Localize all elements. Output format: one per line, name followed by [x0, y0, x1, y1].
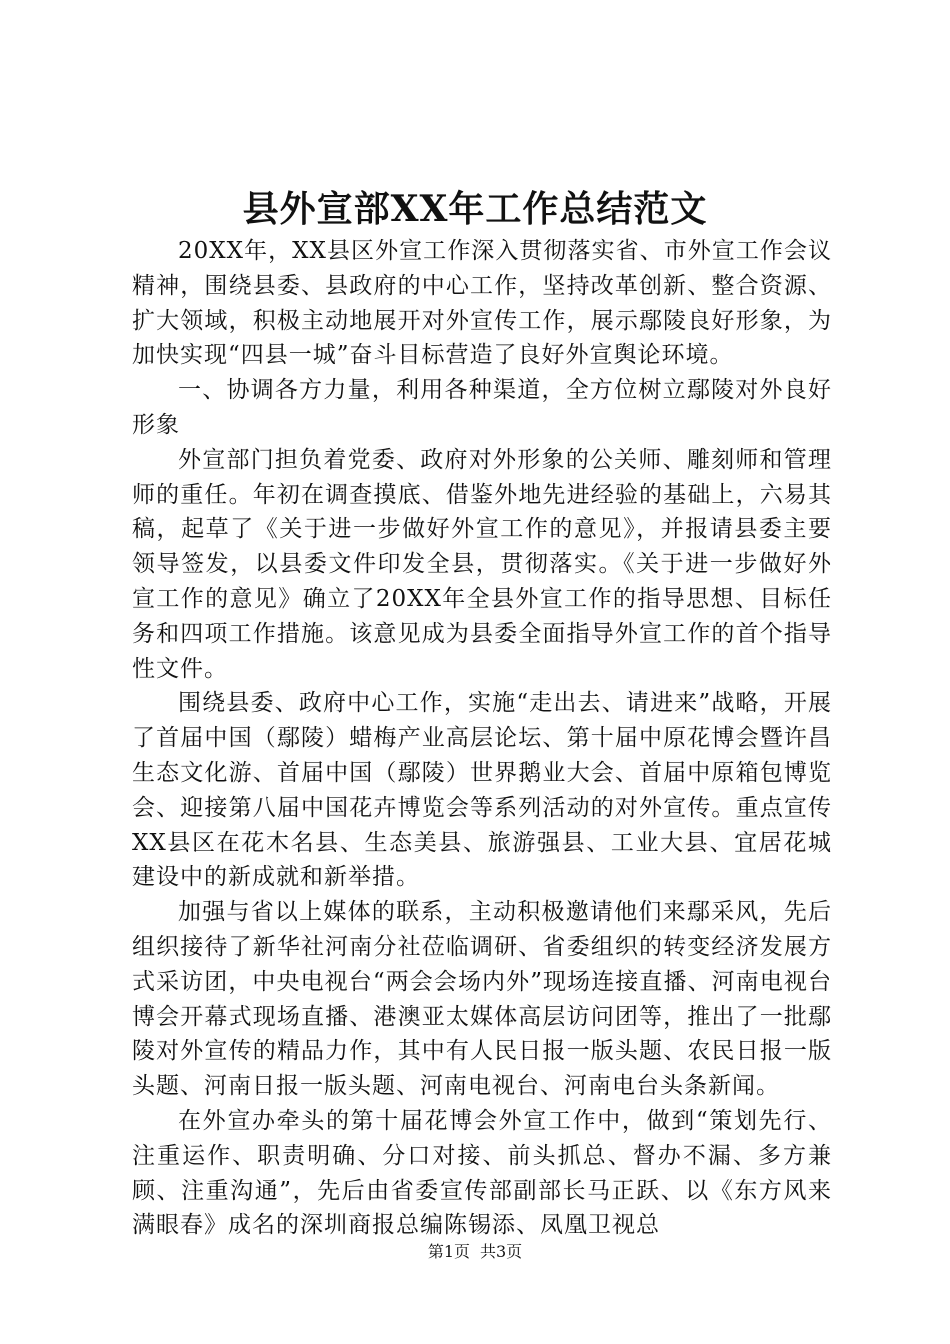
- document-body: [132, 234, 832, 1243]
- page-number: 第1页: [427, 1242, 470, 1261]
- paragraph-4: 加强与省以上媒体的联系，主动积极邀请他们来鄢采风，先后组织接待了新华社河南分社莅临调研、省委组织的转变经济发展方式采访团，中央电视台“两会会场内外”现场连接直播、河南电视台博会开幕式现场直播、港澳亚太媒体高层访问团等，推出了一批鄢陵对外宣传的精品力作，其中有人民日报一版头题、农民日报一版头题、河南日报一版头题、河南电视台、河南电台头条新闻。: [132, 899, 832, 1100]
- section-heading-1: 一、协调各方力量，利用各种渠道，全方位树立鄢陵对外良好形象: [132, 377, 832, 438]
- paragraph-3: 围绕县委、政府中心工作，实施“走出去、请进来”战略，开展了首届中国（鄢陵）蜡梅产业高层论坛、第十届中原花博会暨许昌生态文化游、首届中国（鄢陵）世界鹅业大会、首届中原箱包博览会、迎接第八届中国花卉博览会等系列活动的对外宣传。重点宣传XX县区在花木名县、生态美县、旅游强县、工业大县、宜居花城建设中的新成就和新举措。: [132, 690, 832, 891]
- document-title: 县外宣部XX年工作总结范文: [242, 188, 708, 230]
- paragraph-5: 在外宣办牵头的第十届花博会外宣工作中，做到“策划先行、注重运作、职责明确、分口对接、前头抓总、督办不漏、多方兼顾、注重沟通”，先后由省委宣传部副部长马正跃、以《东方风来满眼春》成名的深圳商报总编陈锡添、凤凰卫视总: [132, 1107, 832, 1239]
- paragraph-2: 外宣部门担负着党委、政府对外形象的公关师、雕刻师和管理师的重任。年初在调查摸底、借鉴外地先进经验的基础上，六易其稿，起草了《关于进一步做好外宣工作的意见》，并报请县委主要领导签发，以县委文件印发全县，贯彻落实。《关于进一步做好外宣工作的意见》确立了20XX年全县外宣工作的指导思想、目标任务和四项工作措施。该意见成为县委全面指导外宣工作的首个指导性文件。: [132, 446, 832, 682]
- page-footer: [0, 1240, 950, 1264]
- page-total: 共3页: [480, 1242, 523, 1261]
- paragraph-intro: 20XX年，XX县区外宣工作深入贯彻落实省、市外宣工作会议精神，围绕县委、县政府的中心工作，坚持改革创新、整合资源、扩大领域，积极主动地展开对外宣传工作，展示鄢陵良好形象，为加快实现“四县一城”奋斗目标营造了良好外宣舆论环境。: [132, 238, 832, 369]
